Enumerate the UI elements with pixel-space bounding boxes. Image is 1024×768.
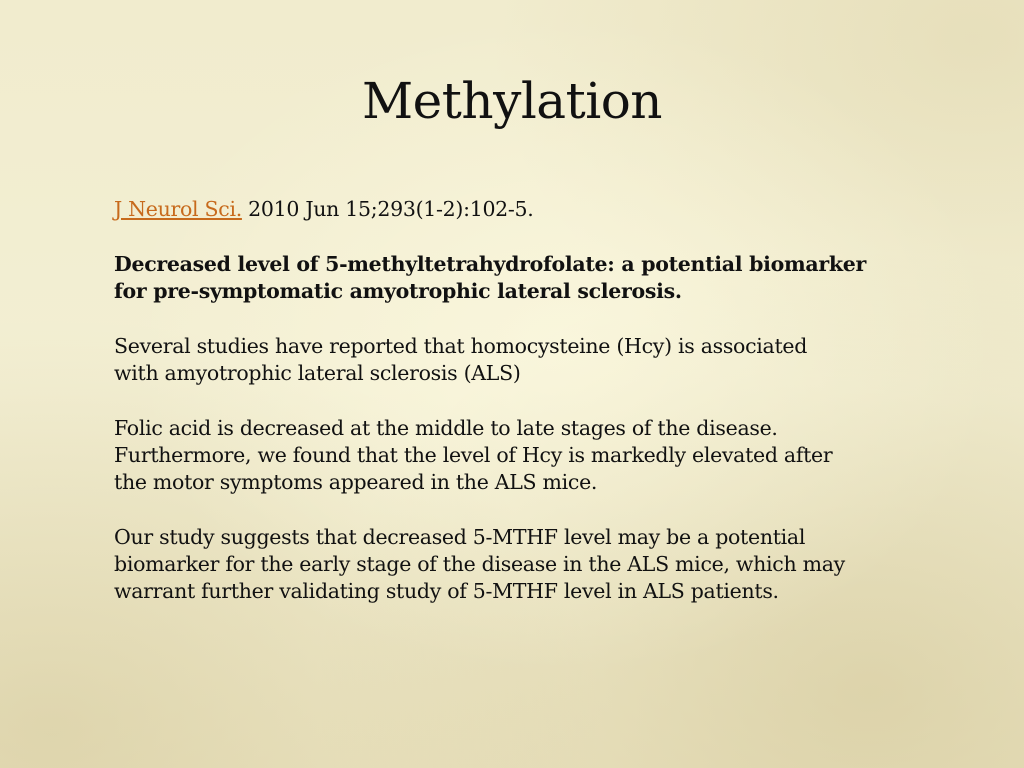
paragraph-conclusion: Our study suggests that decreased 5-MTHF level may be a potential biomarker for the early stage of the disease in the ALS mice, which may warrant further validating study of 5-MTHF level in ALS patients. xyxy=(114,525,845,603)
article-title: Decreased level of 5-methyltetrahydrofolate: a potential biomarker for pre-symptomatic amyotrophic lateral sclerosis. xyxy=(114,252,866,303)
paragraph-hcy-association: Several studies have reported that homocysteine (Hcy) is associated with amyotrophic lateral sclerosis (ALS) xyxy=(114,334,808,385)
slide-body xyxy=(114,196,934,633)
citation-text: 2010 Jun 15;293(1-2):102-5. xyxy=(241,197,534,221)
paragraph-folic-acid: Folic acid is decreased at the middle to late stages of the disease. Furthermore, we found that the level of Hcy is markedly elevated after the motor symptoms appeared in the ALS mice. xyxy=(114,416,833,494)
reference-line xyxy=(114,196,934,223)
slide-title: Methylation xyxy=(361,72,663,130)
journal-link[interactable]: J Neurol Sci. xyxy=(114,197,242,221)
